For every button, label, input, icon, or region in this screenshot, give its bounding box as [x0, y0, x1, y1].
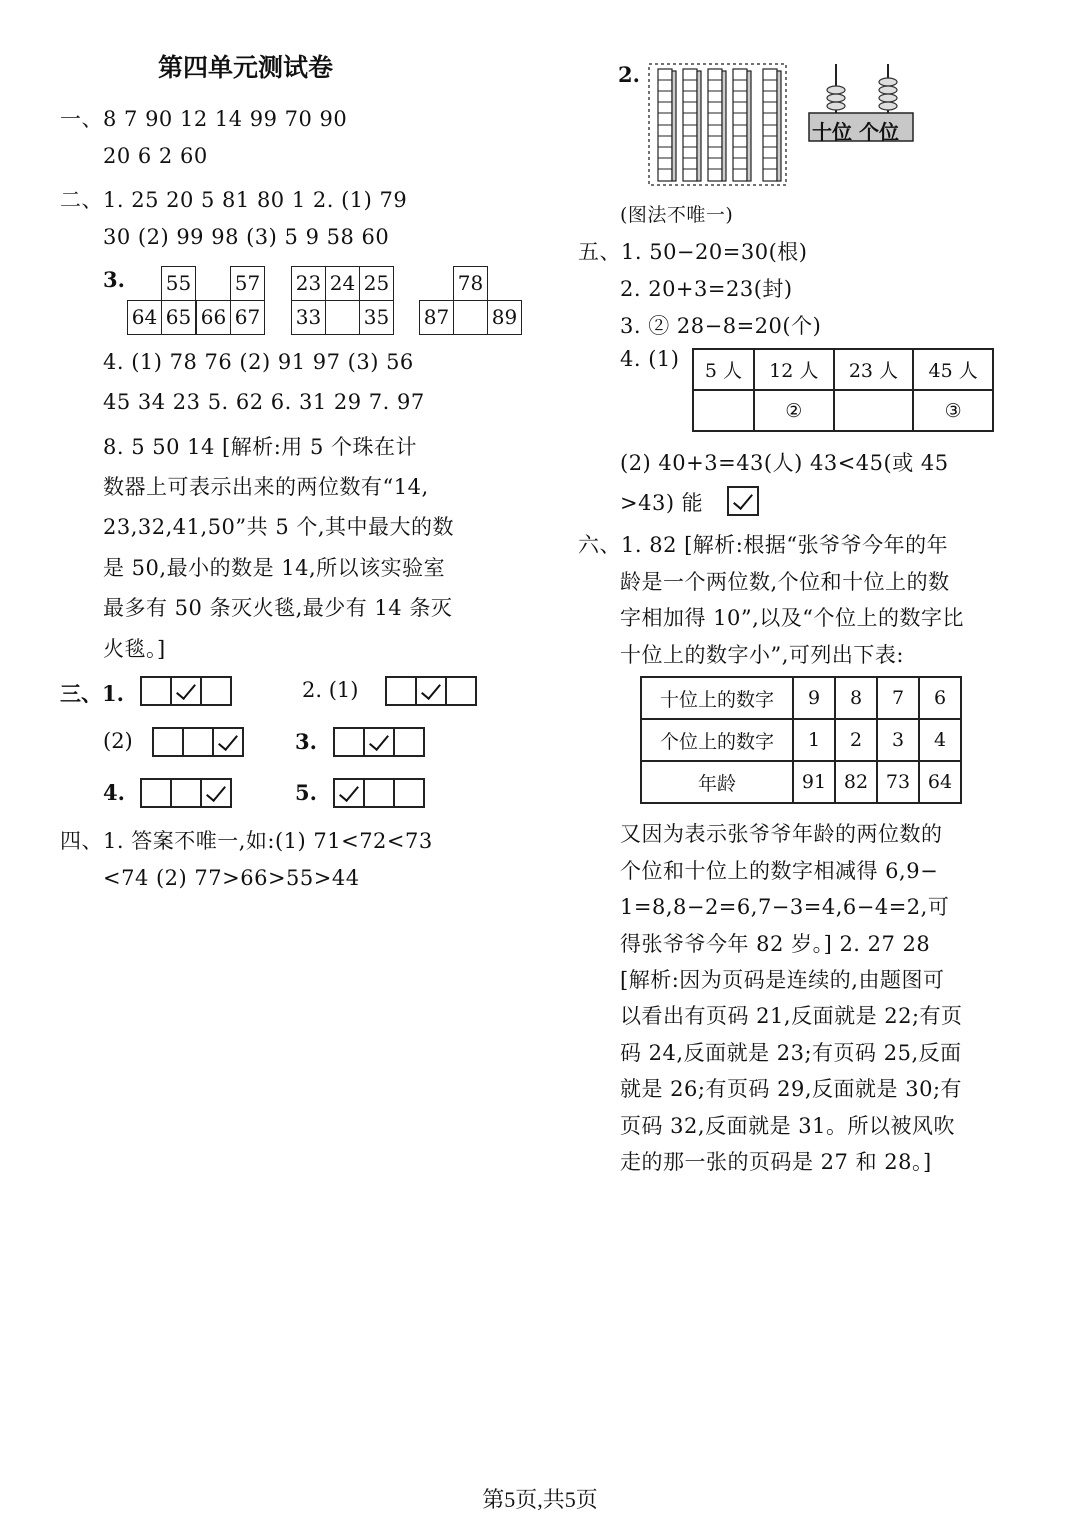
table-cell: 91	[793, 761, 835, 803]
grid-number: 64	[127, 300, 162, 335]
table-cell: 64	[919, 761, 961, 803]
grid-number: 33	[291, 300, 326, 335]
answer-line: 23,32,41,50”共 5 个,其中最大的数	[103, 515, 455, 539]
san-q2-boxes	[385, 676, 475, 706]
san-label: 三、1.	[60, 681, 124, 706]
tens-rods-figure	[648, 63, 788, 188]
grid-number: 87	[419, 300, 454, 335]
answer-line: <74 (2) 77>66>55>44	[103, 866, 360, 890]
grid-number: 66	[196, 300, 231, 335]
q2-label: 2.	[618, 62, 640, 87]
table-cell: 1	[793, 719, 835, 761]
san-q2b-label: (2)	[103, 729, 133, 753]
table-cell: 73	[877, 761, 919, 803]
grid-number: 25	[359, 266, 394, 301]
page-title: 第四单元测试卷	[158, 53, 334, 82]
answer-line: 六、1. 82 [解析:根据“张爷爷今年的年	[578, 533, 949, 557]
table-cell: 6	[919, 677, 961, 719]
table-cell: 3	[877, 719, 919, 761]
answer-box	[140, 778, 172, 808]
table-cell: 9	[793, 677, 835, 719]
answer-line: 2. 20+3=23(封)	[620, 277, 793, 301]
table-cell: 5 人	[693, 349, 754, 390]
san-q2-label: 2. (1)	[302, 678, 359, 702]
answer-line: 码 24,反面就是 23;有页码 25,反面	[620, 1041, 962, 1065]
table-cell: 年龄	[641, 761, 793, 803]
q4-table	[692, 348, 994, 432]
san-q3-boxes	[333, 727, 423, 757]
checked-box	[333, 778, 365, 808]
answer-box	[445, 676, 477, 706]
grid-number: 57	[230, 266, 265, 301]
answer-box	[140, 676, 172, 706]
answer-box	[200, 676, 232, 706]
answer-line: 就是 26;有页码 29,反面就是 30;有	[620, 1077, 963, 1101]
san-q3-label: 3.	[295, 729, 317, 754]
grid-number	[325, 300, 360, 335]
answer-line: (2) 40+3=43(人) 43<45(或 45	[620, 451, 949, 475]
san-q5-boxes	[333, 778, 423, 808]
table-cell: 45 人	[913, 349, 993, 390]
answer-line: 十位上的数字小”,可列出下表:	[620, 643, 904, 667]
grid-number: 89	[487, 300, 522, 335]
answer-line: 数器上可表示出来的两位数有“14,	[103, 475, 429, 499]
table-cell: 个位上的数字	[641, 719, 793, 761]
answer-line: 页码 32,反面就是 31。所以被风吹	[620, 1114, 955, 1138]
grid-number: 35	[359, 300, 394, 335]
table-cell: 8	[835, 677, 877, 719]
grid-number	[453, 300, 488, 335]
answer-line: 20 6 2 60	[103, 144, 208, 168]
answer-box	[182, 727, 214, 757]
answer-box	[385, 676, 417, 706]
table-cell	[834, 390, 914, 431]
answer-box	[393, 778, 425, 808]
answer-line: 火毯。]	[103, 637, 166, 661]
table-cell: 23 人	[834, 349, 914, 390]
grid-number: 65	[161, 300, 196, 335]
table-cell: ③	[913, 390, 993, 431]
answer-line: 二、1. 25 20 5 81 80 1 2. (1) 79	[60, 188, 408, 212]
san-q1-boxes	[140, 676, 230, 706]
table-cell: 12 人	[754, 349, 834, 390]
san-q2b-boxes	[152, 727, 242, 757]
checked-box	[200, 778, 232, 808]
table-cell: ②	[754, 390, 834, 431]
answer-box	[333, 727, 365, 757]
answer-line: >43) 能	[620, 491, 704, 515]
grid-number: 78	[453, 266, 488, 301]
answer-line: 四、1. 答案不唯一,如:(1) 71<72<73	[60, 829, 433, 853]
table-cell: 82	[835, 761, 877, 803]
answer-line: 五、1. 50−20=30(根)	[578, 240, 808, 264]
answer-line: 得张爷爷今年 82 岁。] 2. 27 28	[620, 932, 931, 956]
san-q5-label: 5.	[295, 780, 317, 805]
abacus-label: 十位 个位	[812, 120, 899, 144]
answer-line: 30 (2) 99 98 (3) 5 9 58 60	[103, 225, 390, 249]
abacus-beads	[827, 78, 897, 110]
checked-box	[415, 676, 447, 706]
answer-line: 4. (1)	[620, 347, 680, 371]
checked-box	[363, 727, 395, 757]
san-q4-boxes	[140, 778, 230, 808]
grid-number: 67	[230, 300, 265, 335]
answer-line: 最多有 50 条灭火毯,最少有 14 条灭	[103, 596, 453, 620]
page-footer: 第5页,共5页	[482, 1487, 598, 1512]
answer-line: 以看出有页码 21,反面就是 22;有页	[620, 1004, 963, 1028]
table-cell: 7	[877, 677, 919, 719]
table-cell: 4	[919, 719, 961, 761]
answer-line: 字相加得 10”,以及“个位上的数字比	[620, 606, 965, 630]
san-q4-label: 4.	[103, 780, 125, 805]
answer-line: 龄是一个两位数,个位和十位上的数	[620, 570, 950, 594]
answer-line: 是 50,最小的数是 14,所以该实验室	[103, 556, 446, 580]
answer-box	[152, 727, 184, 757]
answer-line: 8. 5 50 14 [解析:用 5 个珠在计	[103, 435, 418, 459]
answer-line: 45 34 23 5. 62 6. 31 29 7. 97	[103, 390, 425, 414]
answer-line: 又因为表示张爷爷年龄的两位数的	[620, 822, 943, 846]
grid-number: 23	[291, 266, 326, 301]
answer-line: 4. (1) 78 76 (2) 91 97 (3) 56	[103, 350, 414, 374]
table-cell: 十位上的数字	[641, 677, 793, 719]
answer-line: 个位和十位上的数字相减得 6,9−	[620, 859, 939, 883]
figure-note: (图法不唯一)	[620, 204, 734, 226]
answer-line: 一、8 7 90 12 14 99 70 90	[60, 107, 348, 131]
checked-box	[170, 676, 202, 706]
answer-line: 走的那一张的页码是 27 和 28。]	[620, 1150, 932, 1174]
answer-box	[170, 778, 202, 808]
answer-box	[393, 727, 425, 757]
checked-box	[727, 486, 759, 516]
table-cell: 2	[835, 719, 877, 761]
grid-number: 24	[325, 266, 360, 301]
answer-box	[363, 778, 395, 808]
checked-box	[212, 727, 244, 757]
table-cell	[693, 390, 754, 431]
age-table	[640, 676, 962, 804]
q3-label: 3.	[103, 267, 125, 292]
answer-line: [解析:因为页码是连续的,由题图可	[620, 968, 945, 992]
answer-line: 3. ② 28−8=20(个)	[620, 314, 822, 338]
answer-line: 1=8,8−2=6,7−3=4,6−4=2,可	[620, 895, 950, 919]
grid-number: 55	[161, 266, 196, 301]
